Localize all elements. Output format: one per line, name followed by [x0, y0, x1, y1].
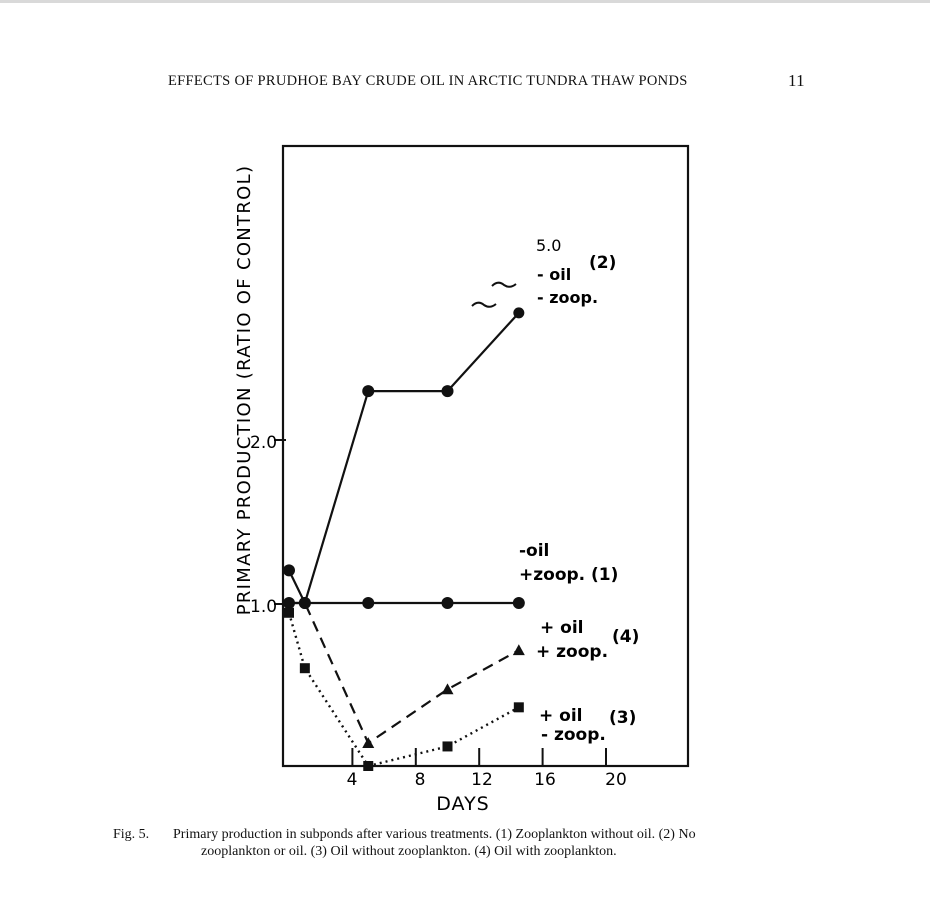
series-3-point-2 [363, 761, 373, 771]
series-4-label-oil: + oil [540, 618, 584, 638]
series-1-point-3 [442, 597, 454, 609]
series-4-id: (4) [612, 627, 640, 647]
caption-line-2: zooplankton or oil. (3) Oil without zooplankton. (4) Oil with zooplankton. [201, 844, 617, 859]
series-3-point-1 [300, 663, 310, 673]
series-2-id: (2) [589, 253, 617, 273]
series-3-point-0 [284, 608, 294, 618]
series-2-value-label: 5.0 [536, 236, 562, 255]
series-3-point-4 [514, 702, 524, 712]
x-axis-label: DAYS [436, 793, 490, 815]
series-2-point-0 [283, 564, 295, 576]
axis-break-symbols [472, 283, 516, 307]
plot-frame [283, 146, 688, 766]
series-1-point-1 [299, 597, 311, 609]
x-tick-label-20: 20 [605, 770, 627, 790]
caption-label: Fig. 5. [113, 827, 150, 842]
series-2-label-zoop: - zoop. [537, 288, 599, 307]
series-3-id: (3) [609, 708, 637, 728]
x-tick-label-8: 8 [414, 770, 426, 790]
series-3-line [289, 613, 519, 766]
series-4-label-zoop: + zoop. [536, 642, 609, 662]
series-markers [283, 307, 525, 771]
series-lines [289, 313, 519, 766]
series-1-label-zoop: +zoop. (1) [519, 565, 619, 585]
y-axis-label: PRIMARY PRODUCTION (RATIO OF CONTROL) [234, 164, 255, 616]
x-tick-label-4: 4 [346, 770, 358, 790]
y-tick-label-1: 1.0 [250, 597, 278, 617]
x-tick-label-16: 16 [534, 770, 556, 790]
series-4-line [289, 603, 519, 743]
running-head-title: EFFECTS OF PRUDHOE BAY CRUDE OIL IN ARCTIC TUNDRA THAW PONDS [168, 73, 688, 89]
series-2-point-2 [362, 385, 374, 397]
series-2-label-oil: - oil [537, 265, 572, 284]
series-2-break-segment [448, 313, 519, 391]
series-3-point-3 [443, 741, 453, 751]
series-1-point-2 [362, 597, 374, 609]
series-1-point-4 [513, 597, 525, 609]
series-3-label-oil: + oil [539, 706, 583, 726]
series-4-point-3 [442, 683, 454, 694]
page-number: 11 [788, 71, 805, 90]
series-3-label-zoop: - zoop. [541, 725, 606, 745]
series-4-point-4 [513, 644, 525, 655]
x-tick-label-12: 12 [471, 770, 493, 790]
series-2-point-break [513, 307, 524, 318]
series-4-point-2 [362, 737, 374, 748]
caption-line-1: Primary production in subponds after various treatments. (1) Zooplankton without oil. (2) No [173, 827, 696, 842]
y-tick-label-2: 2.0 [250, 433, 278, 453]
series-2-line [289, 391, 448, 603]
series-2-point-3 [442, 385, 454, 397]
break-symbol-1 [472, 303, 496, 307]
series-1-label-oil: -oil [519, 541, 550, 561]
series-1-point-0 [283, 597, 295, 609]
x-ticks [352, 748, 606, 766]
break-symbol-2 [492, 283, 516, 287]
